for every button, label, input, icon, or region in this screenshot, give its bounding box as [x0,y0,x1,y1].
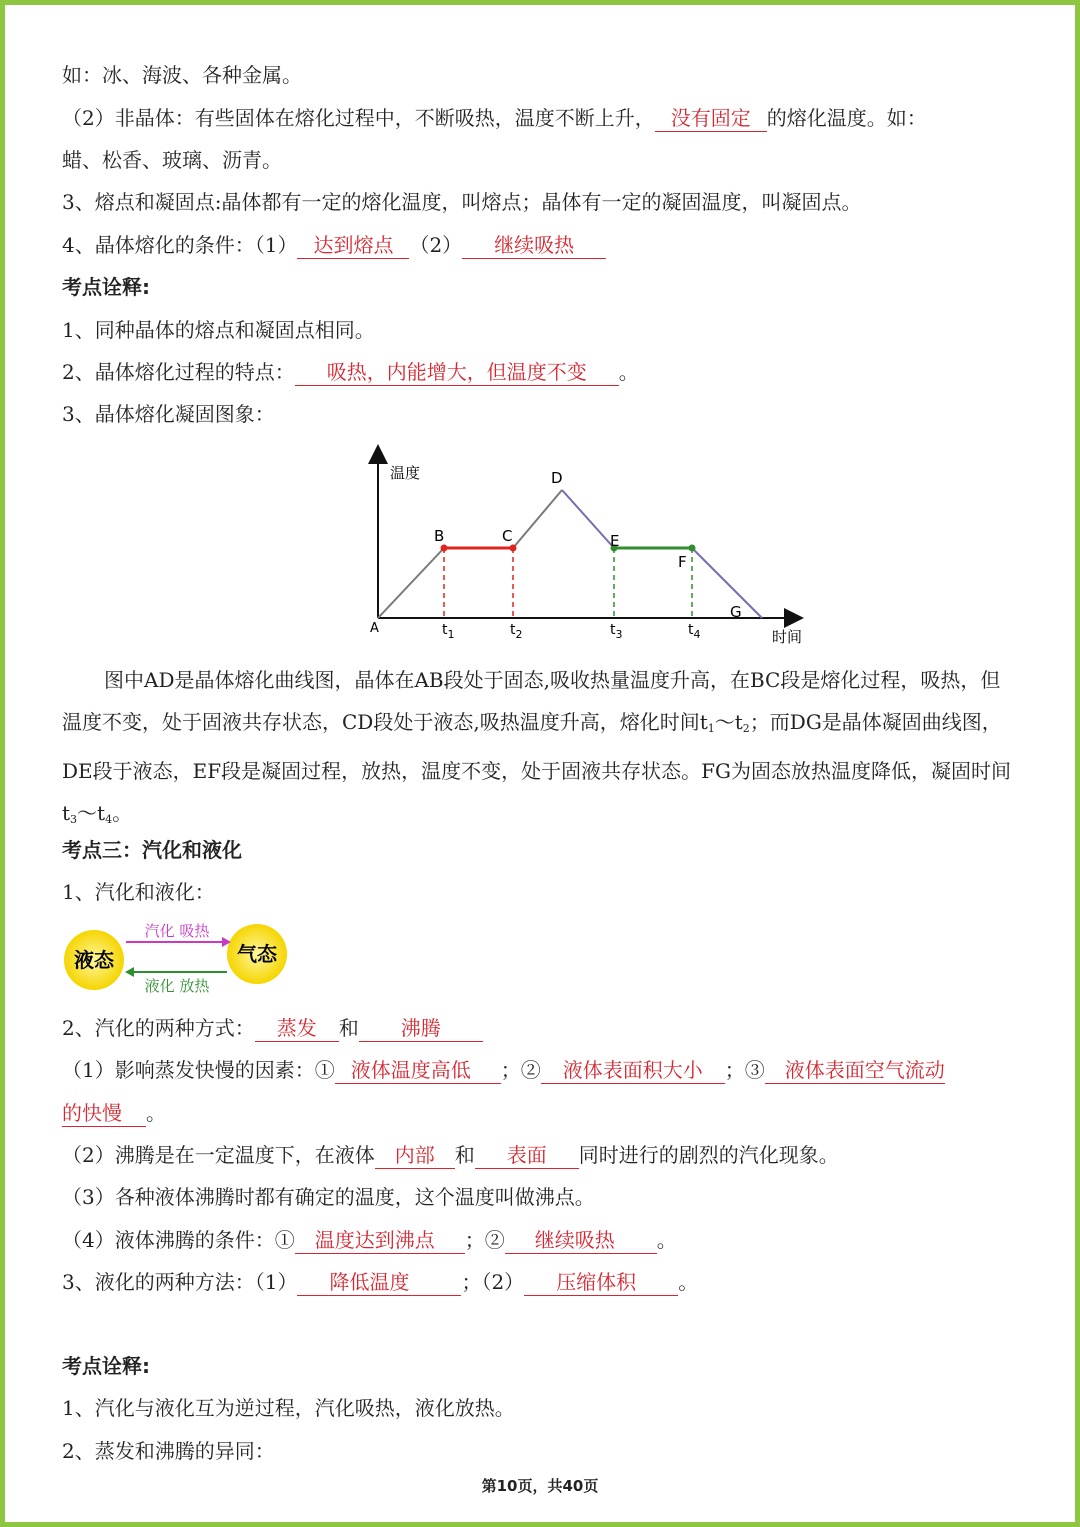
melting-solidifying-graph [360,440,810,650]
point-label-g: G [730,603,742,621]
answer-blank: 达到熔点 [297,232,409,259]
tick-label-t2: $t_2$ [510,622,523,641]
segment-de [562,490,614,548]
point-label-f: F [678,553,687,571]
point-label-c: C [502,527,513,545]
answer-blank: 液体表面积大小 [541,1057,725,1084]
text-line: （3）各种液体沸腾时都有确定的温度，这个温度叫做沸点。 [62,1185,595,1209]
answer-blank: 压缩体积 [524,1269,678,1296]
text-line: 3、液化的两种方法：（1） 降低温度 ；（2） 压缩体积 。 [62,1270,699,1294]
answer-blank: 的快慢 [62,1100,146,1127]
text-line: 2、汽化的两种方式： 蒸发 和 沸腾 [62,1013,1022,1043]
answer-blank: 表面 [475,1142,579,1169]
section-title: 考点三：汽化和液化 [62,838,242,862]
text-line: 如：冰、海波、各种金属。 [62,63,302,87]
tick-label-t1: $t_1$ [442,622,455,641]
answer-blank: 降低温度 [297,1269,461,1296]
answer-blank: 内部 [375,1142,455,1169]
answer-blank: 吸热，内能增大，但温度不变 [295,359,619,386]
answer-blank: 没有固定 [655,105,767,132]
answer-blank: 沸腾 [359,1015,483,1042]
tick-label-t4: $t_4$ [688,622,701,641]
point-label-d: D [551,469,563,487]
text-line: 蜡、松香、玻璃、沥青。 [62,148,282,172]
x-axis-label: 时间 [772,628,803,646]
text-line: 3、晶体熔化凝固图象： [62,402,275,426]
answer-blank: 温度达到沸点 [295,1227,465,1254]
answer-blank: 蒸发 [255,1015,339,1042]
gas-label: 气态 [237,942,277,966]
text-line: （2）沸腾是在一定温度下，在液体 内部 和 表面 同时进行的剧烈的汽化现象。 [62,1143,839,1167]
page-footer: 第10页，共40页 [481,1477,599,1495]
segment-cd [513,490,562,548]
point-f-dot [689,545,696,552]
segment-ab [378,548,444,618]
vaporize-label: 汽化 吸热 [144,922,210,940]
condense-arrowhead [125,967,134,977]
point-c-dot [510,545,517,552]
point-label-a: A [370,621,379,636]
text-line: （2）非晶体：有些固体在熔化过程中，不断吸热，温度不断上升， 没有固定 的熔化温度。如： [62,106,927,130]
y-axis-label: 温度 [390,464,421,482]
condense-label: 液化 放热 [144,977,210,995]
text-line: 2、晶体熔化过程的特点： 吸热，内能增大，但温度不变 。 [62,360,639,384]
text-line: 的快慢 。 [62,1101,166,1125]
answer-blank: 继续吸热 [505,1227,657,1254]
liquid-label: 液态 [74,948,114,972]
text-line: 2、蒸发和沸腾的异同： [62,1439,275,1463]
point-label-e: E [610,532,620,550]
point-label-b: B [434,527,445,545]
text-line: （1）影响蒸发快慢的因素：① 液体温度高低 ；② 液体表面积大小 ；③ 液体表面空气流动 [62,1058,945,1082]
section-heading: 考点诠释: [62,1354,150,1378]
text-line: 4、晶体熔化的条件：（1） 达到熔点 （2） 继续吸热 [62,230,1022,260]
answer-blank: 继续吸热 [462,232,606,259]
phase-change-diagram [62,918,292,998]
text-line: 1、汽化和液化： [62,880,215,904]
text-line: （4）液体沸腾的条件：① 温度达到沸点 ；② 继续吸热 。 [62,1228,677,1252]
graph-explanation: 图中AD是晶体熔化曲线图，晶体在AB段处于固态,吸收热量温度升高，在BC段是熔化过程，吸热，但温度不变，处于固液共存状态，CD段处于液态,吸热温度升高，熔化时间$t_1\sim t_2$；而DG是晶体凝固曲线图，DE段于液态，EF段是凝固过程，放热，温度不变，处于固液共存状态。FG为固态放热温度降低，凝固时间$t_3\sim t_4$。 [62,668,1011,826]
answer-blank: 液体表面空气流动 [765,1057,945,1084]
text-line: 1、同种晶体的熔点和凝固点相同。 [62,318,375,342]
text-line: 1、汽化与液化互为逆过程，汽化吸热，液化放热。 [62,1396,515,1420]
section-heading: 考点诠释: [62,275,150,299]
text-line: 3、熔点和凝固点:晶体都有一定的熔化温度，叫熔点；晶体有一定的凝固温度，叫凝固点。 [62,190,862,214]
point-b-dot [441,545,448,552]
answer-blank: 液体温度高低 [335,1057,501,1084]
tick-label-t3: $t_3$ [610,622,623,641]
segment-fg [692,548,762,618]
